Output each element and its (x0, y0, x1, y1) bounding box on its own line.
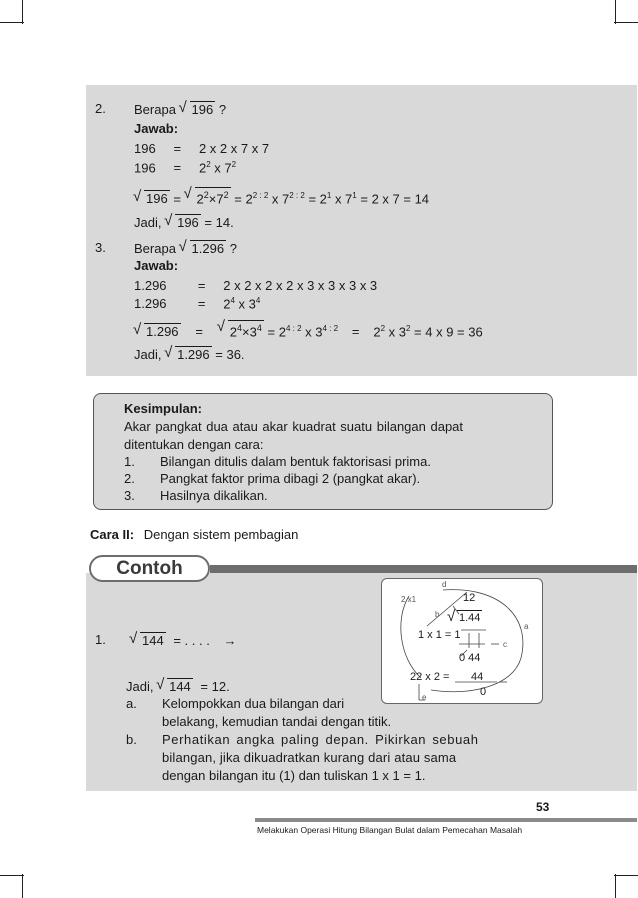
example-3-question: Berapa √ 1.296 ? (134, 240, 237, 256)
example-badge: Contoh (89, 555, 210, 582)
radical: √ 1.296 (165, 346, 212, 362)
step-b: b. Perhatikan angka paling depan. Pikirkan sebuah (126, 732, 479, 747)
jawab-label: Jawab: (134, 258, 179, 273)
conclusion-item-3: 3. Hasilnya dikalikan. (124, 488, 268, 503)
radical: √ 196 (134, 190, 170, 206)
conclusion-title: Kesimpulan: (124, 401, 203, 416)
conclusion-item-1: 1. Bilangan ditulis dalam bentuk faktorisasi prima. (124, 454, 431, 469)
crop-mark (614, 875, 638, 876)
example-1-conclusion: Jadi, √ 144 = 12. (126, 678, 230, 694)
radical: √ $2^2\times 7^2$ (185, 187, 231, 206)
conclusion-item-2: 2. Pangkat faktor prima dibagi 2 (pangkat akar). (124, 471, 421, 486)
conclusion-line-2: ditentukan dengan cara: (124, 437, 264, 452)
example-3-conclusion: Jadi, √ 1.296 = 36. (134, 346, 245, 362)
crop-mark (0, 22, 24, 23)
diagram-row-2: 22 x 2 = (410, 671, 450, 683)
label-2x1: 2 x1 (401, 595, 417, 604)
diagram-result: 12 (463, 592, 476, 604)
question-mark: ? (218, 102, 227, 117)
crop-mark (615, 874, 616, 898)
label-a: a (524, 622, 529, 631)
arrow-icon: → (223, 633, 237, 648)
diagram-row-2-value: 44 (471, 671, 484, 683)
crop-mark (614, 22, 638, 23)
example-2-line-1: 196 = 2 x 2 x 7 x 7 (134, 141, 270, 156)
label-b: b (435, 610, 440, 619)
diagram-zero: 0 (480, 686, 487, 698)
radical: √ 196 (165, 214, 201, 230)
crop-mark (22, 874, 23, 898)
label-d: d (442, 580, 447, 589)
example-2-number: 2. (95, 101, 106, 116)
example-2-conclusion: Jadi, √ 196 = 14. (134, 214, 234, 230)
radical: √ 196 (180, 101, 216, 117)
step-b-line-3: dengan bilangan itu (1) dan tuliskan 1 x 1 = 1. (162, 768, 426, 783)
example-2-question (134, 101, 226, 117)
question-word: Berapa (134, 102, 176, 117)
radical: √ 1.296 (134, 323, 181, 339)
label-e: e (422, 693, 427, 702)
label-c: c (503, 640, 507, 649)
example-2-line-2: $196 = 2^2$ x $7^2$ (134, 160, 237, 176)
page-number: 53 (536, 800, 550, 814)
example-3-line-2: $1.296 = 2^4$ x $3^4$ (134, 296, 261, 312)
radical: √ $2^4\times 3^4$ (218, 320, 264, 339)
radical: √ 144 (130, 632, 166, 648)
radical: √ 144 (157, 678, 193, 694)
jawab-label: Jawab: (134, 121, 179, 136)
step-a: a. Kelompokkan dua bilangan dari (126, 696, 345, 711)
crop-mark (22, 0, 23, 24)
step-b-line-2: bilangan, jika dikuadratkan kurang dari atau sama (162, 750, 457, 765)
example-2-sqrt-line: √ 196 = √ $2^2\times 7^2 = 2^{2 : 2}$ x $7^{2 : 2} = 2^1$ x $7^1 = 2$ x 7 = 14 (134, 187, 429, 206)
example-3-number: 3. (95, 240, 106, 255)
method-heading: Cara II: Dengan sistem pembagian (90, 527, 299, 542)
example-3-line-1: 1.296 = 2 x 2 x 2 x 2 x 3 x 3 x 3 x 3 (134, 278, 378, 293)
example-3-sqrt-line: √ 1.296 = √ $2^4\times 3^4 = 2^{4 : 2}$ x $3^{4 : 2} = 2^2$ x $3^2 = 4$ x 9 = 36 (134, 320, 483, 339)
crop-mark (615, 0, 616, 24)
crop-mark (0, 875, 24, 876)
footer-rule (255, 818, 637, 822)
diagram-remainder: 0 44 (459, 652, 481, 664)
conclusion-line-1: Akar pangkat dua atau akar kuadrat suatu bilangan dapat (124, 419, 464, 434)
example-header-bar (210, 565, 637, 573)
diagram-radicand: √ 1.44 (448, 610, 482, 626)
radical: √ 1.296 (180, 240, 227, 256)
diagram-row-1: 1 x 1 = 1 (418, 629, 461, 641)
example-1-number: 1. (95, 632, 106, 647)
footer-title: Melakukan Operasi Hitung Bilangan Bulat dalam Pemecahan Masalah (257, 825, 523, 835)
step-a-line-2: belakang, kemudian tandai dengan titik. (162, 714, 392, 729)
example-1-question: √ 144 = . . . . → (130, 632, 236, 648)
